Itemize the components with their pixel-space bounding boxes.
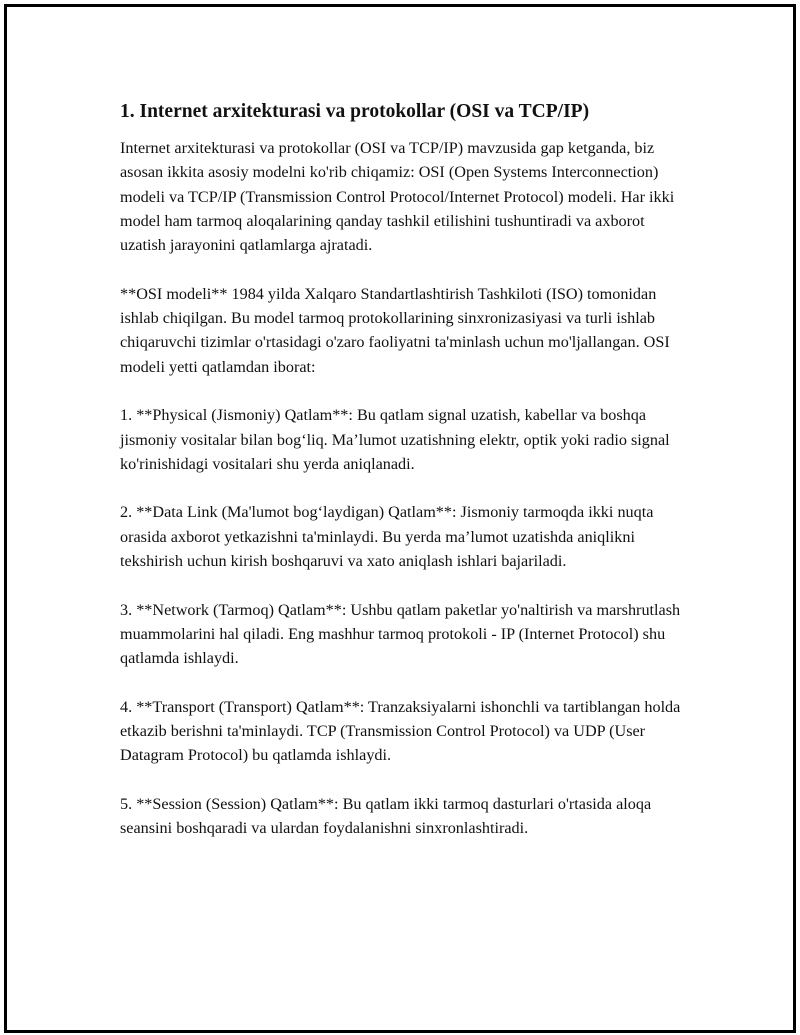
intro-paragraph: Internet arxitekturasi va protokollar (OSI va TCP/IP) mavzusida gap ketganda, biz asosan ikkita asosiy modelni ko'rib chiqamiz: OSI (Open Systems Interconnection) modeli va TCP/IP (Transmission Control Protocol/Internet Protocol) modeli. Har ikki model ham tarmoq aloqalarining qanday tashkil etilishini tushuntiradi va axborot uzatish jarayonini qatlamlarga ajratadi.	[120, 139, 675, 255]
physical-layer-paragraph: 1. **Physical (Jismoniy) Qatlam**: Bu qatlam signal uzatish, kabellar va boshqa jismoniy vositalar bilan bog‘liq. Ma’lumot uzatishning elektr, optik yoki radio signal ko'rinishidagi vositalari shu yerda aniqlanadi.	[120, 406, 670, 473]
transport-layer-paragraph: 4. **Transport (Transport) Qatlam**: Tranzaksiyalarni ishonchli va tartiblangan holda etkazib berishni ta'minlaydi. TCP (Transmission Control Protocol) va UDP (User Datagram Protocol) bu qatlamda ishlaydi.	[120, 697, 681, 765]
data-link-layer-paragraph: 2. **Data Link (Ma'lumot bog‘laydigan) Qatlam**: Jismoniy tarmoqda ikki nuqta orasida axborot yetkazishni ta'minlaydi. Bu yerda ma’lumot uzatishda aniqlikni tekshirish uchun kirish boshqaruvi va xato aniqlash ishlari bajariladi.	[120, 503, 654, 571]
osi-model-paragraph: **OSI modeli** 1984 yilda Xalqaro Standartlashtirish Tashkiloti (ISO) tomonidan ishlab chiqilgan. Bu model tarmoq protokollarining sinxronizasiyasi va turli ishlab chiqaruvchi tizimlar o'rtasidagi o'zaro faoliyatni ta'minlash uchun mo'ljallangan. OSI modeli yetti qatlamdan iborat:	[120, 284, 670, 376]
document-page	[4, 4, 796, 1033]
network-layer-paragraph: 3. **Network (Tarmoq) Qatlam**: Ushbu qatlam paketlar yo'naltirish va marshrutlash muammolarini hal qiladi. Eng mashhur tarmoq protokoli - IP (Internet Protocol) shu qatlamda ishlaydi.	[120, 600, 681, 668]
document-content	[120, 99, 690, 865]
section-heading: 1. Internet arxitekturasi va protokollar (OSI va TCP/IP)	[120, 101, 590, 122]
session-layer-paragraph: 5. **Session (Session) Qatlam**: Bu qatlam ikki tarmoq dasturlari o'rtasida aloqa seansini boshqaradi va ulardan foydalanishni sinxronlashtiradi.	[120, 795, 652, 838]
